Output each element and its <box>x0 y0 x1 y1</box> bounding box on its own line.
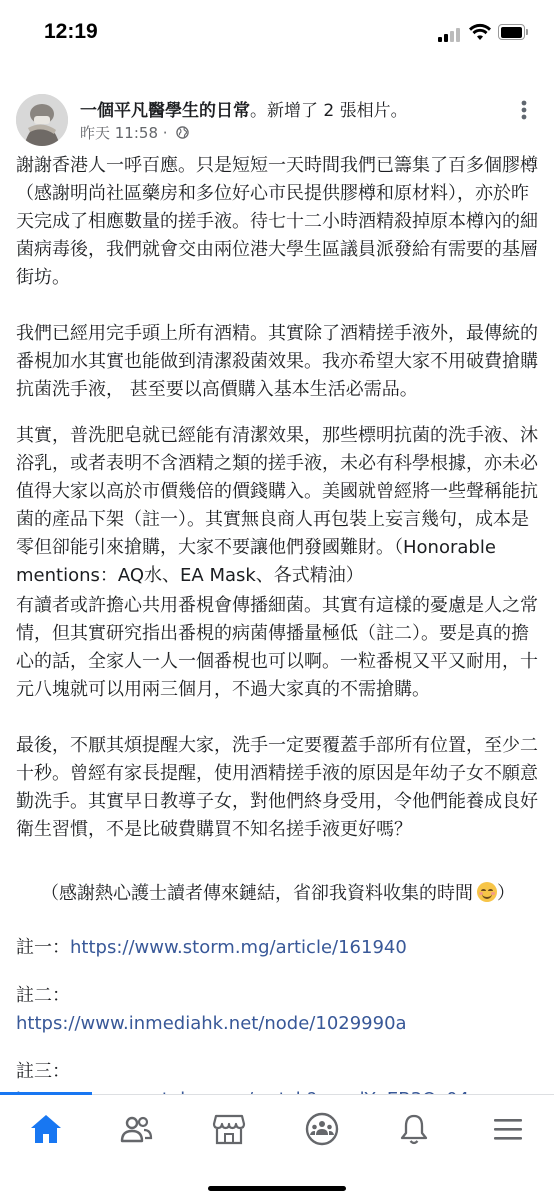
tab-marketplace[interactable] <box>205 1105 253 1153</box>
post-header <box>0 88 554 148</box>
post-author-line <box>80 96 408 121</box>
notifications-icon <box>396 1111 432 1147</box>
menu-icon <box>490 1111 526 1147</box>
post-paragraph: 其實，普洗肥皂就已經能有清潔效果，那些標明抗菌的洗手液、沐浴乳，或者表明不含酒精之類的搓手液，未必有科學根據，亦未必值得大家以高於市價幾倍的價錢購入。美國就曾經將一些聲稱能抗菌的產品下架（註一）。其實無良商人再包裝上妄言幾句，成本是零但卻能引來搶購，大家不要讓他們發國難財。（Honorable mentions：AQ水、EA Mask、各式精油） <box>16 425 538 586</box>
post-paragraph: 最後，不厭其煩提醒大家，洗手一定要覆蓋手部所有位置，至少二十秒。曾經有家長提醒，使用酒精搓手液的原因是年幼子女不願意勤洗手。其實早日教導子女，對他們終身受用，令他們能養成良好衛生習慣，不是比破費購買不知名搓手液更好嗎？ <box>16 735 538 840</box>
post-paragraph: 我們已經用完手頭上所有酒精。其實除了酒精搓手液外，最傳統的番梘加水其實也能做到清潔殺菌效果。我亦希望大家不用破費搶購抗菌洗手液， 甚至要以高價購入基本生活必需品。 <box>16 323 538 400</box>
post-meta <box>80 122 189 143</box>
closing-paren: ） <box>497 883 515 904</box>
tab-notifications[interactable] <box>390 1105 438 1153</box>
friends-icon <box>118 1111 154 1147</box>
more-options-icon[interactable] <box>512 98 536 122</box>
post-paragraph: 有讀者或許擔心共用番梘會傳播細菌。其實有這樣的憂慮是人之常情，但其實研究指出番梘的病菌傳播量極低（註二）。要是真的擔心的話，全家人一人一個番梘也可以啊。一粒番梘又平又耐用，十元八塊就可以用兩三個月，不過大家真的不需搶購。 <box>16 595 538 700</box>
post-action-text: 。新增了 2 張相片。 <box>250 101 408 121</box>
avatar[interactable] <box>16 94 68 146</box>
thanks-paragraph <box>16 880 540 908</box>
active-tab-indicator <box>0 1092 92 1095</box>
cellular-signal-icon <box>438 26 462 42</box>
tab-friends[interactable] <box>112 1105 160 1153</box>
globe-icon <box>176 126 189 139</box>
post-timestamp[interactable]: 昨天 11:58 · <box>80 124 173 142</box>
marketplace-icon <box>211 1111 247 1147</box>
tab-bar <box>0 1094 554 1201</box>
note-label: 註三： <box>16 1061 70 1082</box>
tab-groups[interactable] <box>298 1105 346 1153</box>
author-name[interactable]: 一個平凡醫學生的日常 <box>80 101 250 121</box>
note-1 <box>16 934 540 962</box>
wifi-icon <box>468 22 492 42</box>
groups-icon <box>304 1111 340 1147</box>
post-paragraph: 謝謝香港人一呼百應。只是短短一天時間我們已籌集了百多個膠樽（感謝明尚社區藥房和多位好心市民提供膠樽和原材料），亦於昨天完成了相應數量的搓手液。待七十二小時酒精殺掉原本樽內的細菌病毒後，我們就會交由兩位港大學生區議員派發給有需要的基層街坊。 <box>16 155 538 288</box>
note-link[interactable]: https://www.inmediahk.net/node/1029990a <box>16 1013 407 1034</box>
status-bar <box>0 0 554 62</box>
home-indicator[interactable] <box>208 1186 346 1191</box>
note-label: 註二： <box>16 985 70 1006</box>
smiling-face-emoji <box>477 882 497 902</box>
tab-menu[interactable] <box>484 1105 532 1153</box>
tab-home[interactable] <box>22 1105 70 1153</box>
note-2 <box>16 982 540 1038</box>
note-label: 註一： <box>16 937 70 958</box>
home-icon <box>28 1111 64 1147</box>
battery-icon <box>498 24 528 40</box>
status-time: 12:19 <box>44 20 98 43</box>
thanks-text: （感謝熱心護士讀者傳來鏈結，省卻我資料收集的時間 <box>41 883 473 904</box>
note-link[interactable]: https://www.storm.mg/article/161940 <box>70 937 407 958</box>
